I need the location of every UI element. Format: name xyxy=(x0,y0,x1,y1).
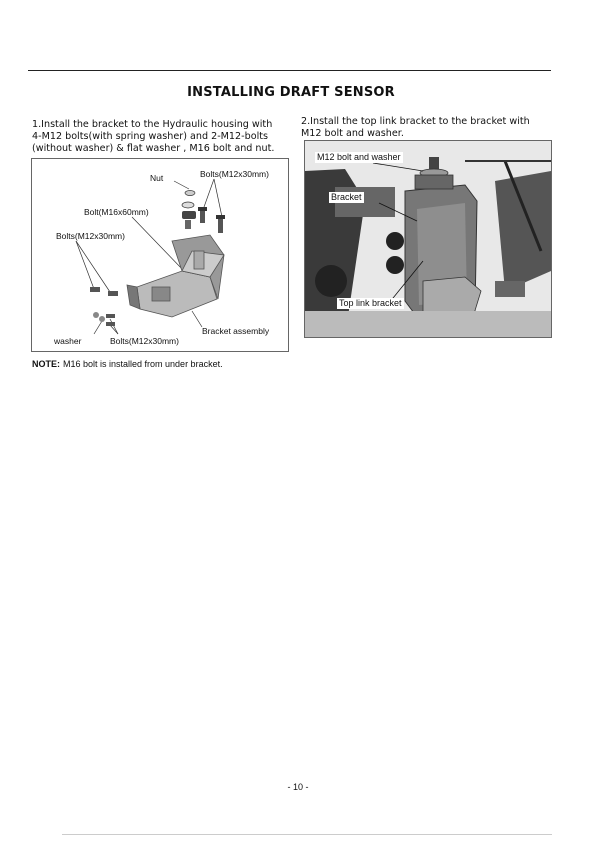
label-bolts-bottom: Bolts(M12x30mm) xyxy=(110,336,179,346)
page-title: INSTALLING DRAFT SENSOR xyxy=(187,85,395,100)
label-bolts-top: Bolts(M12x30mm) xyxy=(200,169,269,179)
note xyxy=(32,359,223,369)
label-bracket: Bracket xyxy=(331,192,362,202)
page-number: - 10 - xyxy=(287,782,309,792)
label-bracket-assembly: Bracket assembly xyxy=(202,326,270,336)
step-2-text: 2.Install the top link bracket to the bracket with M12 bolt and washer. xyxy=(301,116,530,139)
parts-illustration xyxy=(32,159,288,351)
note-label: NOTE: xyxy=(32,359,60,369)
note-text: M16 bolt is installed from under bracket. xyxy=(63,359,223,369)
bracket-parts-diagram xyxy=(31,158,289,352)
top-link-bracket-photo xyxy=(304,140,552,338)
step-1-text: 1.Install the bracket to the Hydraulic housing with 4-M12 bolts(with spring washer) and 2-M12-bolts (without washer) & flat washer , M16 bolt and nut. xyxy=(32,119,275,154)
label-nut: Nut xyxy=(150,173,164,183)
top-rule xyxy=(28,70,551,71)
bottom-rule xyxy=(62,834,552,835)
label-top-link-bracket: Top link bracket xyxy=(339,298,402,308)
label-bolt-m16: Bolt(M16x60mm) xyxy=(84,207,149,217)
label-bolts-left: Bolts(M12x30mm) xyxy=(56,231,125,241)
label-washer: washer xyxy=(54,336,82,346)
label-m12-bolt-washer: M12 bolt and washer xyxy=(317,152,401,162)
